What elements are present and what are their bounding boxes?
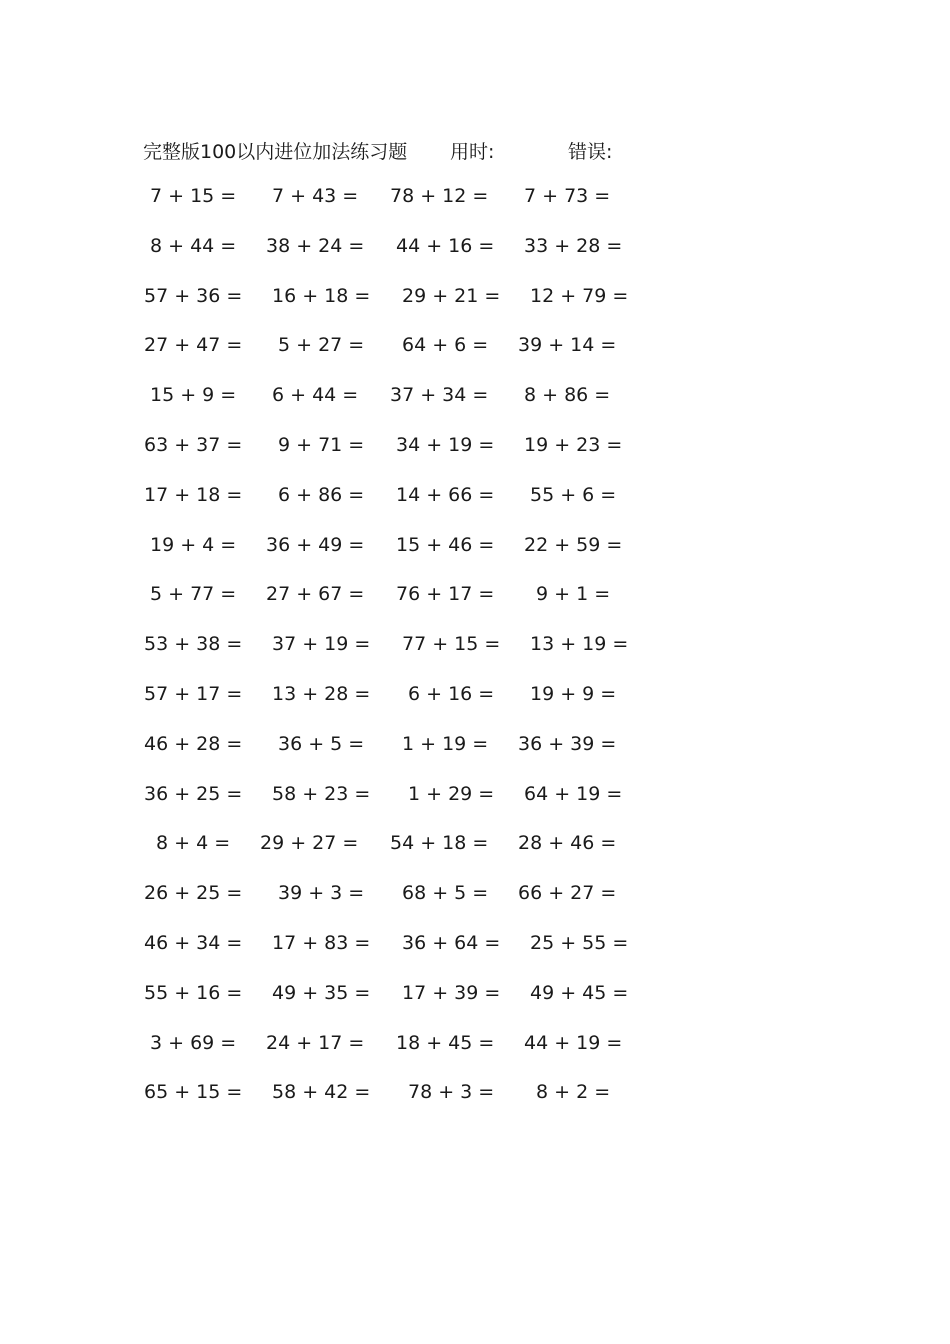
addition-problem: 7 + 15 = [150,185,237,207]
addition-problem: 78 + 3 = [408,1081,495,1104]
addition-problem: 77 + 15 = [402,633,501,656]
addition-problem: 29 + 21 = [402,284,501,307]
addition-problem: 7 + 43 = [272,185,359,207]
addition-problem: 1 + 19 = [402,732,489,755]
addition-problem: 36 + 25 = [144,782,243,805]
addition-problem: 18 + 45 = [396,1031,495,1054]
addition-problem: 68 + 5 = [402,882,489,905]
problem-row [0,932,950,982]
problem-row [0,484,950,534]
addition-problem: 14 + 66 = [396,483,495,506]
addition-problem: 39 + 14 = [518,334,617,357]
addition-problem: 6 + 16 = [408,682,495,705]
addition-problem: 64 + 6 = [402,334,489,357]
addition-problem: 29 + 27 = [260,832,359,855]
addition-problem: 24 + 17 = [266,1031,365,1054]
addition-problem: 27 + 67 = [266,583,365,606]
addition-problem: 64 + 19 = [524,782,623,805]
problem-row [0,185,950,235]
problem-row [0,882,950,932]
addition-problem: 39 + 3 = [278,882,365,905]
addition-problem: 55 + 6 = [530,483,617,506]
addition-problem: 53 + 38 = [144,633,243,656]
addition-problem: 6 + 44 = [272,384,359,407]
addition-problem: 78 + 12 = [390,185,489,207]
addition-problem: 13 + 28 = [272,682,371,705]
time-label: 用时: [450,141,495,163]
problem-row [0,1081,950,1131]
worksheet-header [0,137,950,167]
addition-problem: 46 + 28 = [144,732,243,755]
addition-problem: 19 + 23 = [524,433,623,456]
addition-problem: 8 + 2 = [536,1081,611,1104]
addition-problem: 7 + 73 = [524,185,611,207]
addition-problem: 37 + 19 = [272,633,371,656]
problem-grid [0,185,950,1131]
addition-problem: 36 + 39 = [518,732,617,755]
addition-problem: 1 + 29 = [408,782,495,805]
addition-problem: 9 + 71 = [278,433,365,456]
problem-row [0,783,950,833]
problem-row [0,633,950,683]
addition-problem: 3 + 69 = [150,1031,237,1054]
addition-problem: 15 + 9 = [150,384,237,407]
problem-row [0,583,950,633]
problem-row [0,384,950,434]
problem-row [0,434,950,484]
addition-problem: 58 + 23 = [272,782,371,805]
problem-row [0,683,950,733]
addition-problem: 55 + 16 = [144,981,243,1004]
addition-problem: 49 + 35 = [272,981,371,1004]
worksheet-title: 完整版100以内进位加法练习题 [143,141,408,163]
addition-problem: 17 + 18 = [144,483,243,506]
addition-problem: 8 + 4 = [156,832,231,855]
addition-problem: 38 + 24 = [266,234,365,257]
addition-problem: 44 + 19 = [524,1031,623,1054]
problem-row [0,235,950,285]
addition-problem: 8 + 44 = [150,234,237,257]
addition-problem: 58 + 42 = [272,1081,371,1104]
addition-problem: 16 + 18 = [272,284,371,307]
addition-problem: 36 + 64 = [402,931,501,954]
addition-problem: 36 + 49 = [266,533,365,556]
problem-row [0,534,950,584]
addition-problem: 65 + 15 = [144,1081,243,1104]
addition-problem: 6 + 86 = [278,483,365,506]
addition-problem: 19 + 4 = [150,533,237,556]
addition-problem: 33 + 28 = [524,234,623,257]
addition-problem: 36 + 5 = [278,732,365,755]
addition-problem: 49 + 45 = [530,981,629,1004]
addition-problem: 34 + 19 = [396,433,495,456]
error-label: 错误: [568,141,613,163]
addition-problem: 54 + 18 = [390,832,489,855]
addition-problem: 57 + 17 = [144,682,243,705]
addition-problem: 5 + 27 = [278,334,365,357]
problem-row [0,832,950,882]
addition-problem: 15 + 46 = [396,533,495,556]
problem-row [0,982,950,1032]
addition-problem: 8 + 86 = [524,384,611,407]
addition-problem: 26 + 25 = [144,882,243,905]
addition-problem: 9 + 1 = [536,583,611,606]
addition-problem: 63 + 37 = [144,433,243,456]
addition-problem: 44 + 16 = [396,234,495,257]
addition-problem: 66 + 27 = [518,882,617,905]
problem-row [0,1032,950,1082]
addition-problem: 5 + 77 = [150,583,237,606]
addition-problem: 46 + 34 = [144,931,243,954]
addition-problem: 22 + 59 = [524,533,623,556]
problem-row [0,733,950,783]
addition-problem: 17 + 39 = [402,981,501,1004]
addition-problem: 37 + 34 = [390,384,489,407]
addition-problem: 28 + 46 = [518,832,617,855]
addition-problem: 27 + 47 = [144,334,243,357]
addition-problem: 57 + 36 = [144,284,243,307]
addition-problem: 25 + 55 = [530,931,629,954]
problem-row [0,334,950,384]
problem-row [0,285,950,335]
addition-problem: 76 + 17 = [396,583,495,606]
addition-problem: 13 + 19 = [530,633,629,656]
addition-problem: 17 + 83 = [272,931,371,954]
addition-problem: 12 + 79 = [530,284,629,307]
addition-problem: 19 + 9 = [530,682,617,705]
